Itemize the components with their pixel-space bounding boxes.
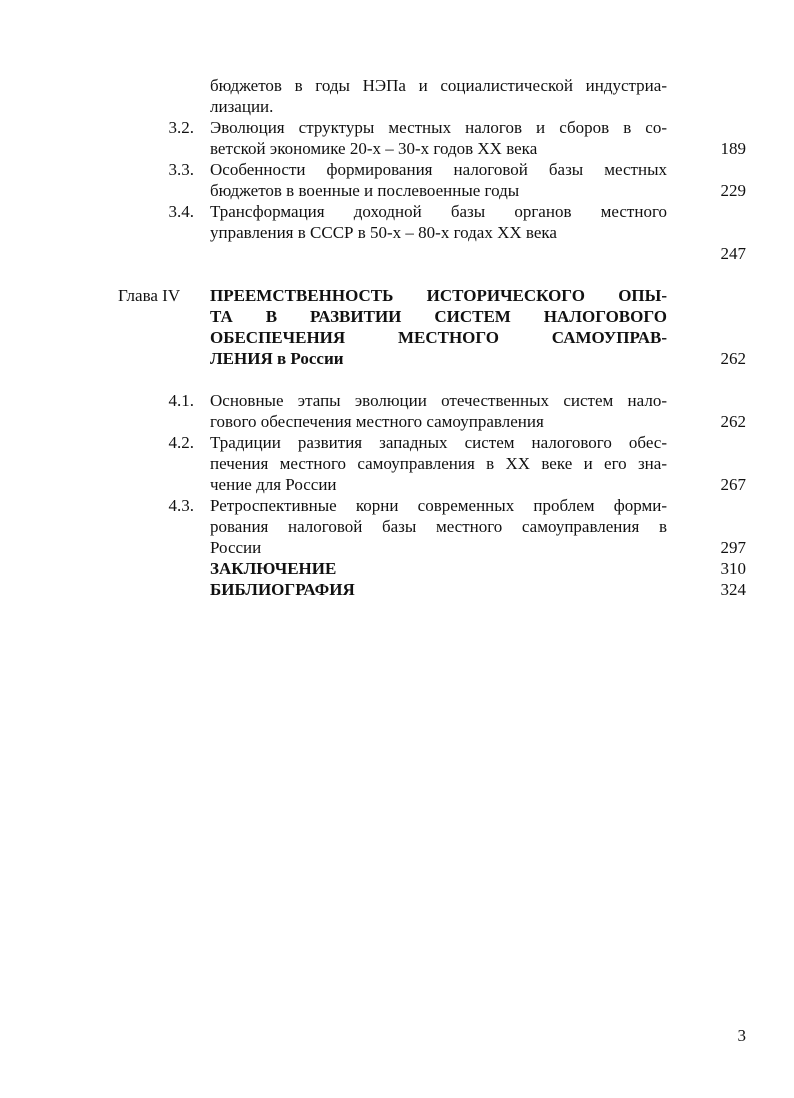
toc-entry-3-1-line-1: бюджетов в годы НЭПа и социалистической индустриа- (210, 76, 667, 95)
toc-entry-4-2-page: 267 (720, 475, 746, 494)
toc-entry-4-3-number: 4.3. (168, 496, 194, 515)
toc-entry-3-2-number: 3.2. (168, 118, 194, 137)
toc-entry-4-1-line-1: Основные этапы эволюции отечественных систем нало- (210, 391, 667, 410)
chapter-4-title-line-4: ЛЕНИЯ в России (210, 349, 344, 368)
toc-conclusion-page: 310 (720, 559, 746, 578)
toc-entry-3-3-number: 3.3. (168, 160, 194, 179)
chapter-4-title-line-3: ОБЕСПЕЧЕНИЯ МЕСТНОГО САМОУПРАВ- (210, 328, 667, 347)
toc-bibliography-title: БИБЛИОГРАФИЯ (210, 580, 355, 599)
toc-entry-3-4-line-2: управления в СССР в 50-х – 80-х годах XX века (210, 223, 557, 242)
toc-entry-4-1-page: 262 (720, 412, 746, 431)
chapter-4-title-line-1: ПРЕЕМСТВЕННОСТЬ ИСТОРИЧЕСКОГО ОПЫ- (210, 286, 667, 305)
toc-entry-3-2-page: 189 (720, 139, 746, 158)
toc-entry-3-4-line-1: Трансформация доходной базы органов местного (210, 202, 667, 221)
toc-entry-4-3-page: 297 (720, 538, 746, 557)
toc-conclusion-title: ЗАКЛЮЧЕНИЕ (210, 559, 337, 578)
toc-entry-4-2-number: 4.2. (168, 433, 194, 452)
toc-entry-3-3-line-2: бюджетов в военные и послевоенные годы (210, 181, 520, 200)
toc-entry-4-1-line-2: гового обеспечения местного самоуправления (210, 412, 544, 431)
toc-entry-3-3-line-1: Особенности формирования налоговой базы местных (210, 160, 667, 179)
toc-bibliography-page: 324 (720, 580, 746, 599)
page-number: 3 (737, 1026, 746, 1045)
toc-entry-3-3-page: 229 (720, 181, 746, 200)
toc-entry-4-3-line-2: рования налоговой базы местного самоуправления в (210, 517, 667, 536)
toc-entry-4-2-line-1: Традиции развития западных систем налогового обес- (210, 433, 667, 452)
chapter-4-page: 262 (720, 349, 746, 368)
toc-entry-4-3-line-3: России (210, 538, 262, 557)
toc-entry-3-2-line-2: ветской экономике 20-х – 30-х годов XX века (210, 139, 538, 158)
toc-entry-4-3-line-1: Ретроспективные корни современных проблем форми- (210, 496, 667, 515)
toc-entry-3-2-line-1: Эволюция структуры местных налогов и сборов в со- (210, 118, 667, 137)
toc-entry-3-1-line-2: лизации. (210, 97, 274, 116)
toc-entry-3-4-page: 247 (720, 244, 746, 263)
toc-entry-4-2-line-2: печения местного самоуправления в XX веке и его зна- (210, 454, 667, 473)
toc-entry-4-2-line-3: чение для России (210, 475, 337, 494)
chapter-4-label: Глава IV (118, 286, 181, 305)
toc-entry-4-1-number: 4.1. (168, 391, 194, 410)
toc-entry-3-4-number: 3.4. (168, 202, 194, 221)
chapter-4-title-line-2: ТА В РАЗВИТИИ СИСТЕМ НАЛОГОВОГО (210, 307, 667, 326)
